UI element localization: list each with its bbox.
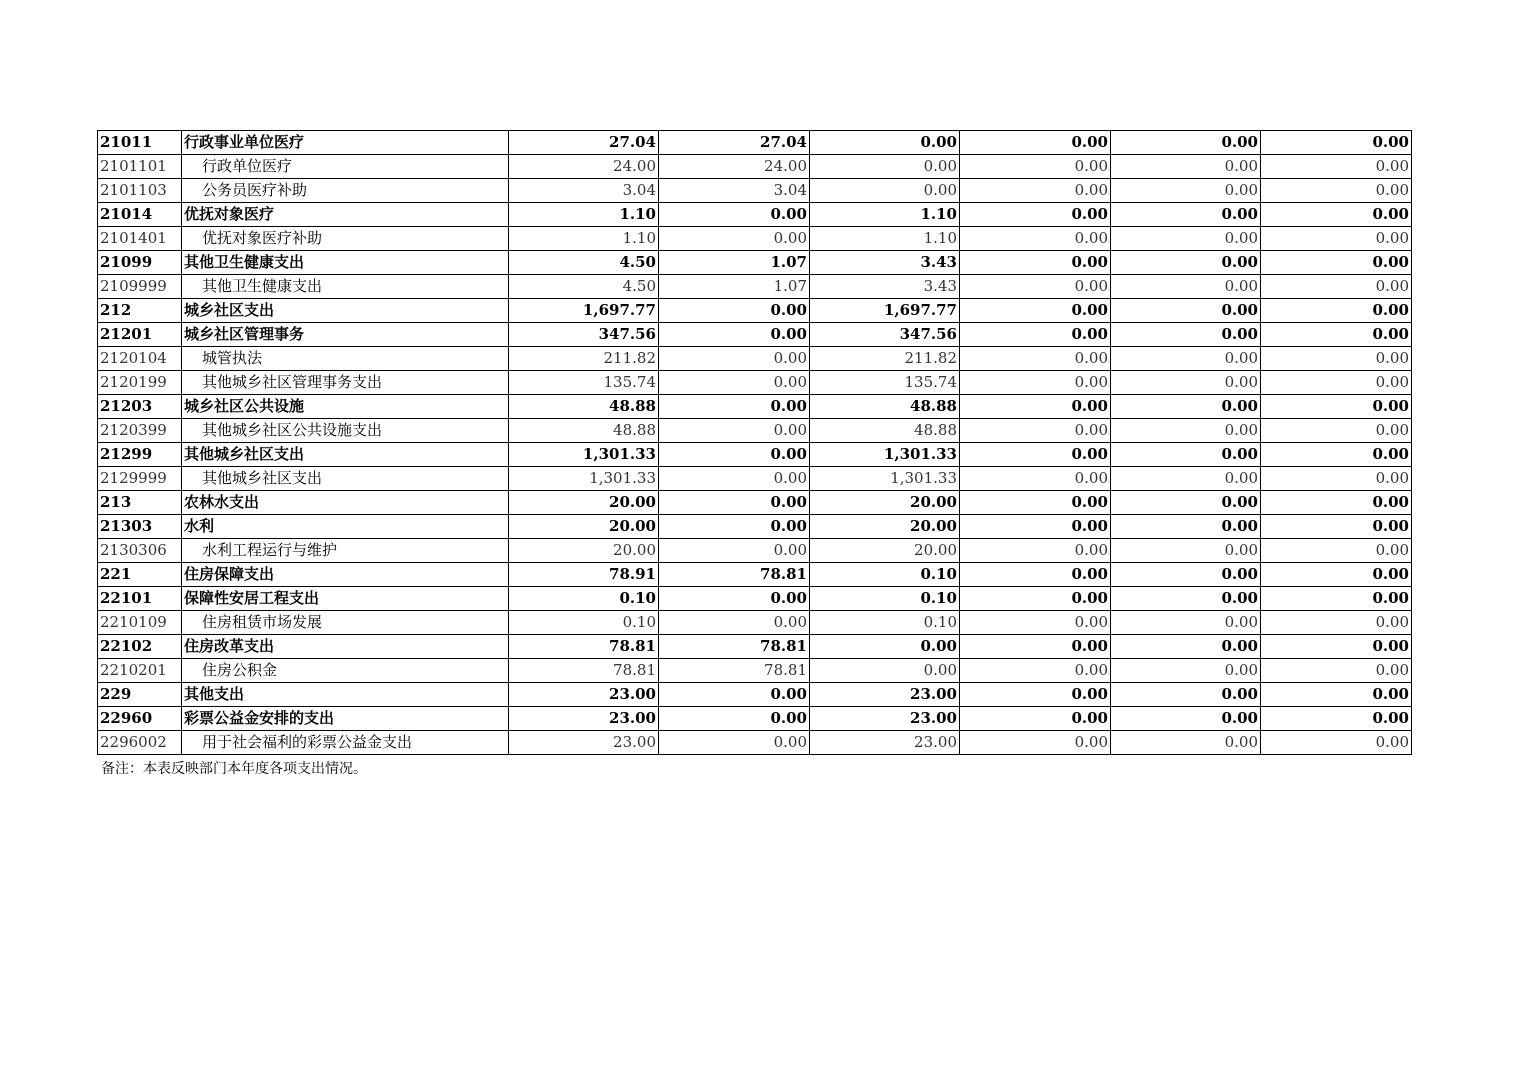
- amount-cell: 0.00: [960, 155, 1111, 179]
- amount-cell: 78.81: [659, 563, 810, 587]
- amount-cell: 0.00: [960, 227, 1111, 251]
- table-row: [98, 659, 1412, 683]
- subject-name-cell: 用于社会福利的彩票公益金支出: [182, 731, 509, 755]
- amount-cell: 0.00: [659, 227, 810, 251]
- amount-cell: 20.00: [509, 515, 659, 539]
- amount-cell: 0.00: [1261, 371, 1412, 395]
- table-row: [98, 203, 1412, 227]
- amount-cell: 23.00: [509, 683, 659, 707]
- amount-cell: 0.00: [1261, 323, 1412, 347]
- amount-cell: 0.10: [810, 611, 960, 635]
- subject-code-cell: 21201: [98, 323, 182, 347]
- amount-cell: 0.00: [810, 179, 960, 203]
- amount-cell: 78.81: [659, 659, 810, 683]
- amount-cell: 0.00: [960, 395, 1111, 419]
- amount-cell: 0.00: [1261, 227, 1412, 251]
- subject-code-cell: 2210201: [98, 659, 182, 683]
- table-row: [98, 299, 1412, 323]
- amount-cell: 23.00: [810, 707, 960, 731]
- amount-cell: 0.00: [960, 251, 1111, 275]
- amount-cell: 1,301.33: [509, 467, 659, 491]
- amount-cell: 0.00: [659, 539, 810, 563]
- table-row: [98, 611, 1412, 635]
- subject-name-cell: 其他城乡社区公共设施支出: [182, 419, 509, 443]
- amount-cell: 0.10: [810, 563, 960, 587]
- amount-cell: 3.43: [810, 275, 960, 299]
- subject-name-cell: 行政事业单位医疗: [182, 131, 509, 155]
- amount-cell: 0.00: [960, 467, 1111, 491]
- amount-cell: 0.00: [1261, 635, 1412, 659]
- amount-cell: 0.00: [1261, 659, 1412, 683]
- amount-cell: 0.00: [659, 731, 810, 755]
- subject-code-cell: 21014: [98, 203, 182, 227]
- table-row: [98, 275, 1412, 299]
- subject-name-cell: 其他城乡社区支出: [182, 467, 509, 491]
- amount-cell: 48.88: [509, 419, 659, 443]
- subject-name-cell: 优抚对象医疗: [182, 203, 509, 227]
- amount-cell: 0.00: [659, 491, 810, 515]
- amount-cell: 0.00: [960, 515, 1111, 539]
- subject-code-cell: 21099: [98, 251, 182, 275]
- amount-cell: 0.00: [810, 155, 960, 179]
- amount-cell: 0.00: [1261, 563, 1412, 587]
- amount-cell: 24.00: [509, 155, 659, 179]
- subject-name-cell: 住房改革支出: [182, 635, 509, 659]
- amount-cell: 78.81: [509, 635, 659, 659]
- amount-cell: 135.74: [810, 371, 960, 395]
- amount-cell: 0.00: [1261, 443, 1412, 467]
- subject-name-cell: 彩票公益金安排的支出: [182, 707, 509, 731]
- amount-cell: 0.00: [960, 323, 1111, 347]
- amount-cell: 1,301.33: [509, 443, 659, 467]
- amount-cell: 0.00: [1261, 347, 1412, 371]
- amount-cell: 0.00: [1111, 323, 1261, 347]
- amount-cell: 0.00: [960, 275, 1111, 299]
- amount-cell: 0.00: [960, 491, 1111, 515]
- subject-code-cell: 2109999: [98, 275, 182, 299]
- amount-cell: 1.10: [509, 227, 659, 251]
- amount-cell: 0.00: [1261, 515, 1412, 539]
- table-row: [98, 131, 1412, 155]
- amount-cell: 1.10: [810, 203, 960, 227]
- amount-cell: 23.00: [509, 731, 659, 755]
- amount-cell: 0.00: [960, 419, 1111, 443]
- amount-cell: 1.10: [509, 203, 659, 227]
- subject-name-cell: 其他支出: [182, 683, 509, 707]
- amount-cell: 48.88: [810, 395, 960, 419]
- amount-cell: 23.00: [810, 731, 960, 755]
- subject-name-cell: 水利工程运行与维护: [182, 539, 509, 563]
- amount-cell: 0.00: [659, 395, 810, 419]
- amount-cell: 0.00: [1111, 179, 1261, 203]
- table-row: [98, 251, 1412, 275]
- amount-cell: 0.00: [1111, 491, 1261, 515]
- amount-cell: 1,301.33: [810, 467, 960, 491]
- amount-cell: 0.10: [810, 587, 960, 611]
- subject-code-cell: 2120399: [98, 419, 182, 443]
- subject-code-cell: 21011: [98, 131, 182, 155]
- amount-cell: 0.00: [1111, 515, 1261, 539]
- amount-cell: 1.07: [659, 275, 810, 299]
- subject-name-cell: 其他城乡社区支出: [182, 443, 509, 467]
- amount-cell: 0.00: [1261, 155, 1412, 179]
- subject-code-cell: 212: [98, 299, 182, 323]
- amount-cell: 0.00: [1111, 731, 1261, 755]
- amount-cell: 0.00: [659, 587, 810, 611]
- subject-code-cell: 2120104: [98, 347, 182, 371]
- amount-cell: 0.00: [659, 203, 810, 227]
- amount-cell: 0.00: [1261, 203, 1412, 227]
- amount-cell: 0.00: [1261, 251, 1412, 275]
- amount-cell: 0.00: [1261, 731, 1412, 755]
- amount-cell: 0.00: [1261, 419, 1412, 443]
- amount-cell: 135.74: [509, 371, 659, 395]
- amount-cell: 48.88: [509, 395, 659, 419]
- amount-cell: 0.00: [1111, 539, 1261, 563]
- amount-cell: 0.00: [1111, 563, 1261, 587]
- subject-name-cell: 住房公积金: [182, 659, 509, 683]
- amount-cell: 0.00: [1261, 491, 1412, 515]
- amount-cell: 0.00: [960, 635, 1111, 659]
- table-body: [98, 131, 1412, 755]
- amount-cell: 347.56: [509, 323, 659, 347]
- subject-name-cell: 优抚对象医疗补助: [182, 227, 509, 251]
- subject-name-cell: 城乡社区公共设施: [182, 395, 509, 419]
- table-row: [98, 371, 1412, 395]
- subject-name-cell: 其他卫生健康支出: [182, 251, 509, 275]
- table-note: 备注：本表反映部门本年度各项支出情况。: [101, 761, 367, 777]
- amount-cell: 211.82: [810, 347, 960, 371]
- amount-cell: 0.00: [960, 203, 1111, 227]
- amount-cell: 0.00: [1111, 467, 1261, 491]
- amount-cell: 20.00: [810, 491, 960, 515]
- amount-cell: 0.00: [1111, 611, 1261, 635]
- amount-cell: 4.50: [509, 251, 659, 275]
- table-row: [98, 515, 1412, 539]
- amount-cell: 0.00: [659, 299, 810, 323]
- subject-name-cell: 城乡社区管理事务: [182, 323, 509, 347]
- amount-cell: 0.00: [810, 131, 960, 155]
- amount-cell: 4.50: [509, 275, 659, 299]
- amount-cell: 0.00: [960, 611, 1111, 635]
- subject-name-cell: 保障性安居工程支出: [182, 587, 509, 611]
- amount-cell: 0.00: [659, 467, 810, 491]
- subject-name-cell: 行政单位医疗: [182, 155, 509, 179]
- amount-cell: 78.81: [659, 635, 810, 659]
- amount-cell: 0.00: [960, 347, 1111, 371]
- amount-cell: 0.00: [960, 299, 1111, 323]
- subject-code-cell: 2296002: [98, 731, 182, 755]
- subject-code-cell: 229: [98, 683, 182, 707]
- subject-name-cell: 住房保障支出: [182, 563, 509, 587]
- amount-cell: 0.00: [1261, 587, 1412, 611]
- subject-code-cell: 221: [98, 563, 182, 587]
- amount-cell: 1.07: [659, 251, 810, 275]
- subject-code-cell: 21203: [98, 395, 182, 419]
- amount-cell: 78.91: [509, 563, 659, 587]
- amount-cell: 0.00: [1261, 707, 1412, 731]
- amount-cell: 3.04: [659, 179, 810, 203]
- amount-cell: 20.00: [509, 491, 659, 515]
- amount-cell: 347.56: [810, 323, 960, 347]
- table-row: [98, 563, 1412, 587]
- subject-code-cell: 2101401: [98, 227, 182, 251]
- amount-cell: 27.04: [509, 131, 659, 155]
- amount-cell: 0.00: [1261, 539, 1412, 563]
- table-row: [98, 395, 1412, 419]
- amount-cell: 0.00: [810, 635, 960, 659]
- subject-code-cell: 2120199: [98, 371, 182, 395]
- table-row: [98, 227, 1412, 251]
- amount-cell: 23.00: [509, 707, 659, 731]
- expenditure-table: [97, 130, 1412, 755]
- amount-cell: 0.00: [1111, 251, 1261, 275]
- amount-cell: 0.00: [960, 707, 1111, 731]
- amount-cell: 1,697.77: [509, 299, 659, 323]
- amount-cell: 0.00: [960, 659, 1111, 683]
- subject-code-cell: 22102: [98, 635, 182, 659]
- amount-cell: 0.00: [1111, 275, 1261, 299]
- amount-cell: 0.00: [1261, 395, 1412, 419]
- amount-cell: 48.88: [810, 419, 960, 443]
- amount-cell: 0.00: [659, 683, 810, 707]
- amount-cell: 0.00: [1111, 683, 1261, 707]
- subject-name-cell: 住房租赁市场发展: [182, 611, 509, 635]
- amount-cell: 0.00: [960, 443, 1111, 467]
- table-row: [98, 155, 1412, 179]
- amount-cell: 0.00: [1111, 419, 1261, 443]
- amount-cell: 27.04: [659, 131, 810, 155]
- table-row: [98, 707, 1412, 731]
- amount-cell: 0.00: [659, 515, 810, 539]
- amount-cell: 0.00: [1261, 179, 1412, 203]
- table-row: [98, 179, 1412, 203]
- amount-cell: 0.00: [1111, 659, 1261, 683]
- table-row: [98, 683, 1412, 707]
- subject-name-cell: 城管执法: [182, 347, 509, 371]
- amount-cell: 20.00: [810, 515, 960, 539]
- table-row: [98, 491, 1412, 515]
- subject-name-cell: 水利: [182, 515, 509, 539]
- amount-cell: 3.43: [810, 251, 960, 275]
- amount-cell: 0.10: [509, 587, 659, 611]
- table-row: [98, 419, 1412, 443]
- amount-cell: 23.00: [810, 683, 960, 707]
- amount-cell: 0.00: [659, 347, 810, 371]
- subject-code-cell: 213: [98, 491, 182, 515]
- amount-cell: 0.00: [960, 731, 1111, 755]
- subject-code-cell: 2129999: [98, 467, 182, 491]
- amount-cell: 1.10: [810, 227, 960, 251]
- amount-cell: 0.00: [1111, 395, 1261, 419]
- table-row: [98, 347, 1412, 371]
- subject-code-cell: 2210109: [98, 611, 182, 635]
- amount-cell: 0.00: [1111, 155, 1261, 179]
- table-row: [98, 539, 1412, 563]
- amount-cell: 0.00: [659, 323, 810, 347]
- amount-cell: 0.10: [509, 611, 659, 635]
- amount-cell: 0.00: [1261, 275, 1412, 299]
- amount-cell: 0.00: [960, 131, 1111, 155]
- subject-code-cell: 2101103: [98, 179, 182, 203]
- amount-cell: 0.00: [960, 539, 1111, 563]
- amount-cell: 0.00: [1111, 347, 1261, 371]
- table-row: [98, 443, 1412, 467]
- amount-cell: 1,301.33: [810, 443, 960, 467]
- amount-cell: 0.00: [1261, 683, 1412, 707]
- table-row: [98, 635, 1412, 659]
- amount-cell: 0.00: [1261, 131, 1412, 155]
- table-row: [98, 467, 1412, 491]
- amount-cell: 1,697.77: [810, 299, 960, 323]
- amount-cell: 0.00: [1111, 299, 1261, 323]
- subject-code-cell: 22960: [98, 707, 182, 731]
- amount-cell: 0.00: [960, 563, 1111, 587]
- amount-cell: 0.00: [1261, 611, 1412, 635]
- amount-cell: 0.00: [1111, 131, 1261, 155]
- amount-cell: 0.00: [1111, 707, 1261, 731]
- amount-cell: 0.00: [960, 683, 1111, 707]
- amount-cell: 0.00: [659, 707, 810, 731]
- amount-cell: 20.00: [509, 539, 659, 563]
- amount-cell: 0.00: [1261, 299, 1412, 323]
- amount-cell: 0.00: [1111, 227, 1261, 251]
- subject-code-cell: 21299: [98, 443, 182, 467]
- table-row: [98, 323, 1412, 347]
- amount-cell: 0.00: [659, 371, 810, 395]
- subject-code-cell: 2130306: [98, 539, 182, 563]
- subject-code-cell: 21303: [98, 515, 182, 539]
- table-row: [98, 731, 1412, 755]
- amount-cell: 20.00: [810, 539, 960, 563]
- subject-name-cell: 其他卫生健康支出: [182, 275, 509, 299]
- amount-cell: 0.00: [1111, 443, 1261, 467]
- amount-cell: 78.81: [509, 659, 659, 683]
- amount-cell: 24.00: [659, 155, 810, 179]
- amount-cell: 0.00: [659, 419, 810, 443]
- amount-cell: 0.00: [960, 587, 1111, 611]
- subject-name-cell: 城乡社区支出: [182, 299, 509, 323]
- table-row: [98, 587, 1412, 611]
- amount-cell: 0.00: [1111, 371, 1261, 395]
- amount-cell: 0.00: [810, 659, 960, 683]
- amount-cell: 211.82: [509, 347, 659, 371]
- amount-cell: 0.00: [659, 611, 810, 635]
- amount-cell: 0.00: [1261, 467, 1412, 491]
- amount-cell: 0.00: [1111, 203, 1261, 227]
- amount-cell: 0.00: [1111, 587, 1261, 611]
- amount-cell: 3.04: [509, 179, 659, 203]
- subject-name-cell: 农林水支出: [182, 491, 509, 515]
- subject-code-cell: 22101: [98, 587, 182, 611]
- amount-cell: 0.00: [1111, 635, 1261, 659]
- amount-cell: 0.00: [960, 371, 1111, 395]
- subject-name-cell: 公务员医疗补助: [182, 179, 509, 203]
- amount-cell: 0.00: [960, 179, 1111, 203]
- subject-code-cell: 2101101: [98, 155, 182, 179]
- amount-cell: 0.00: [659, 443, 810, 467]
- subject-name-cell: 其他城乡社区管理事务支出: [182, 371, 509, 395]
